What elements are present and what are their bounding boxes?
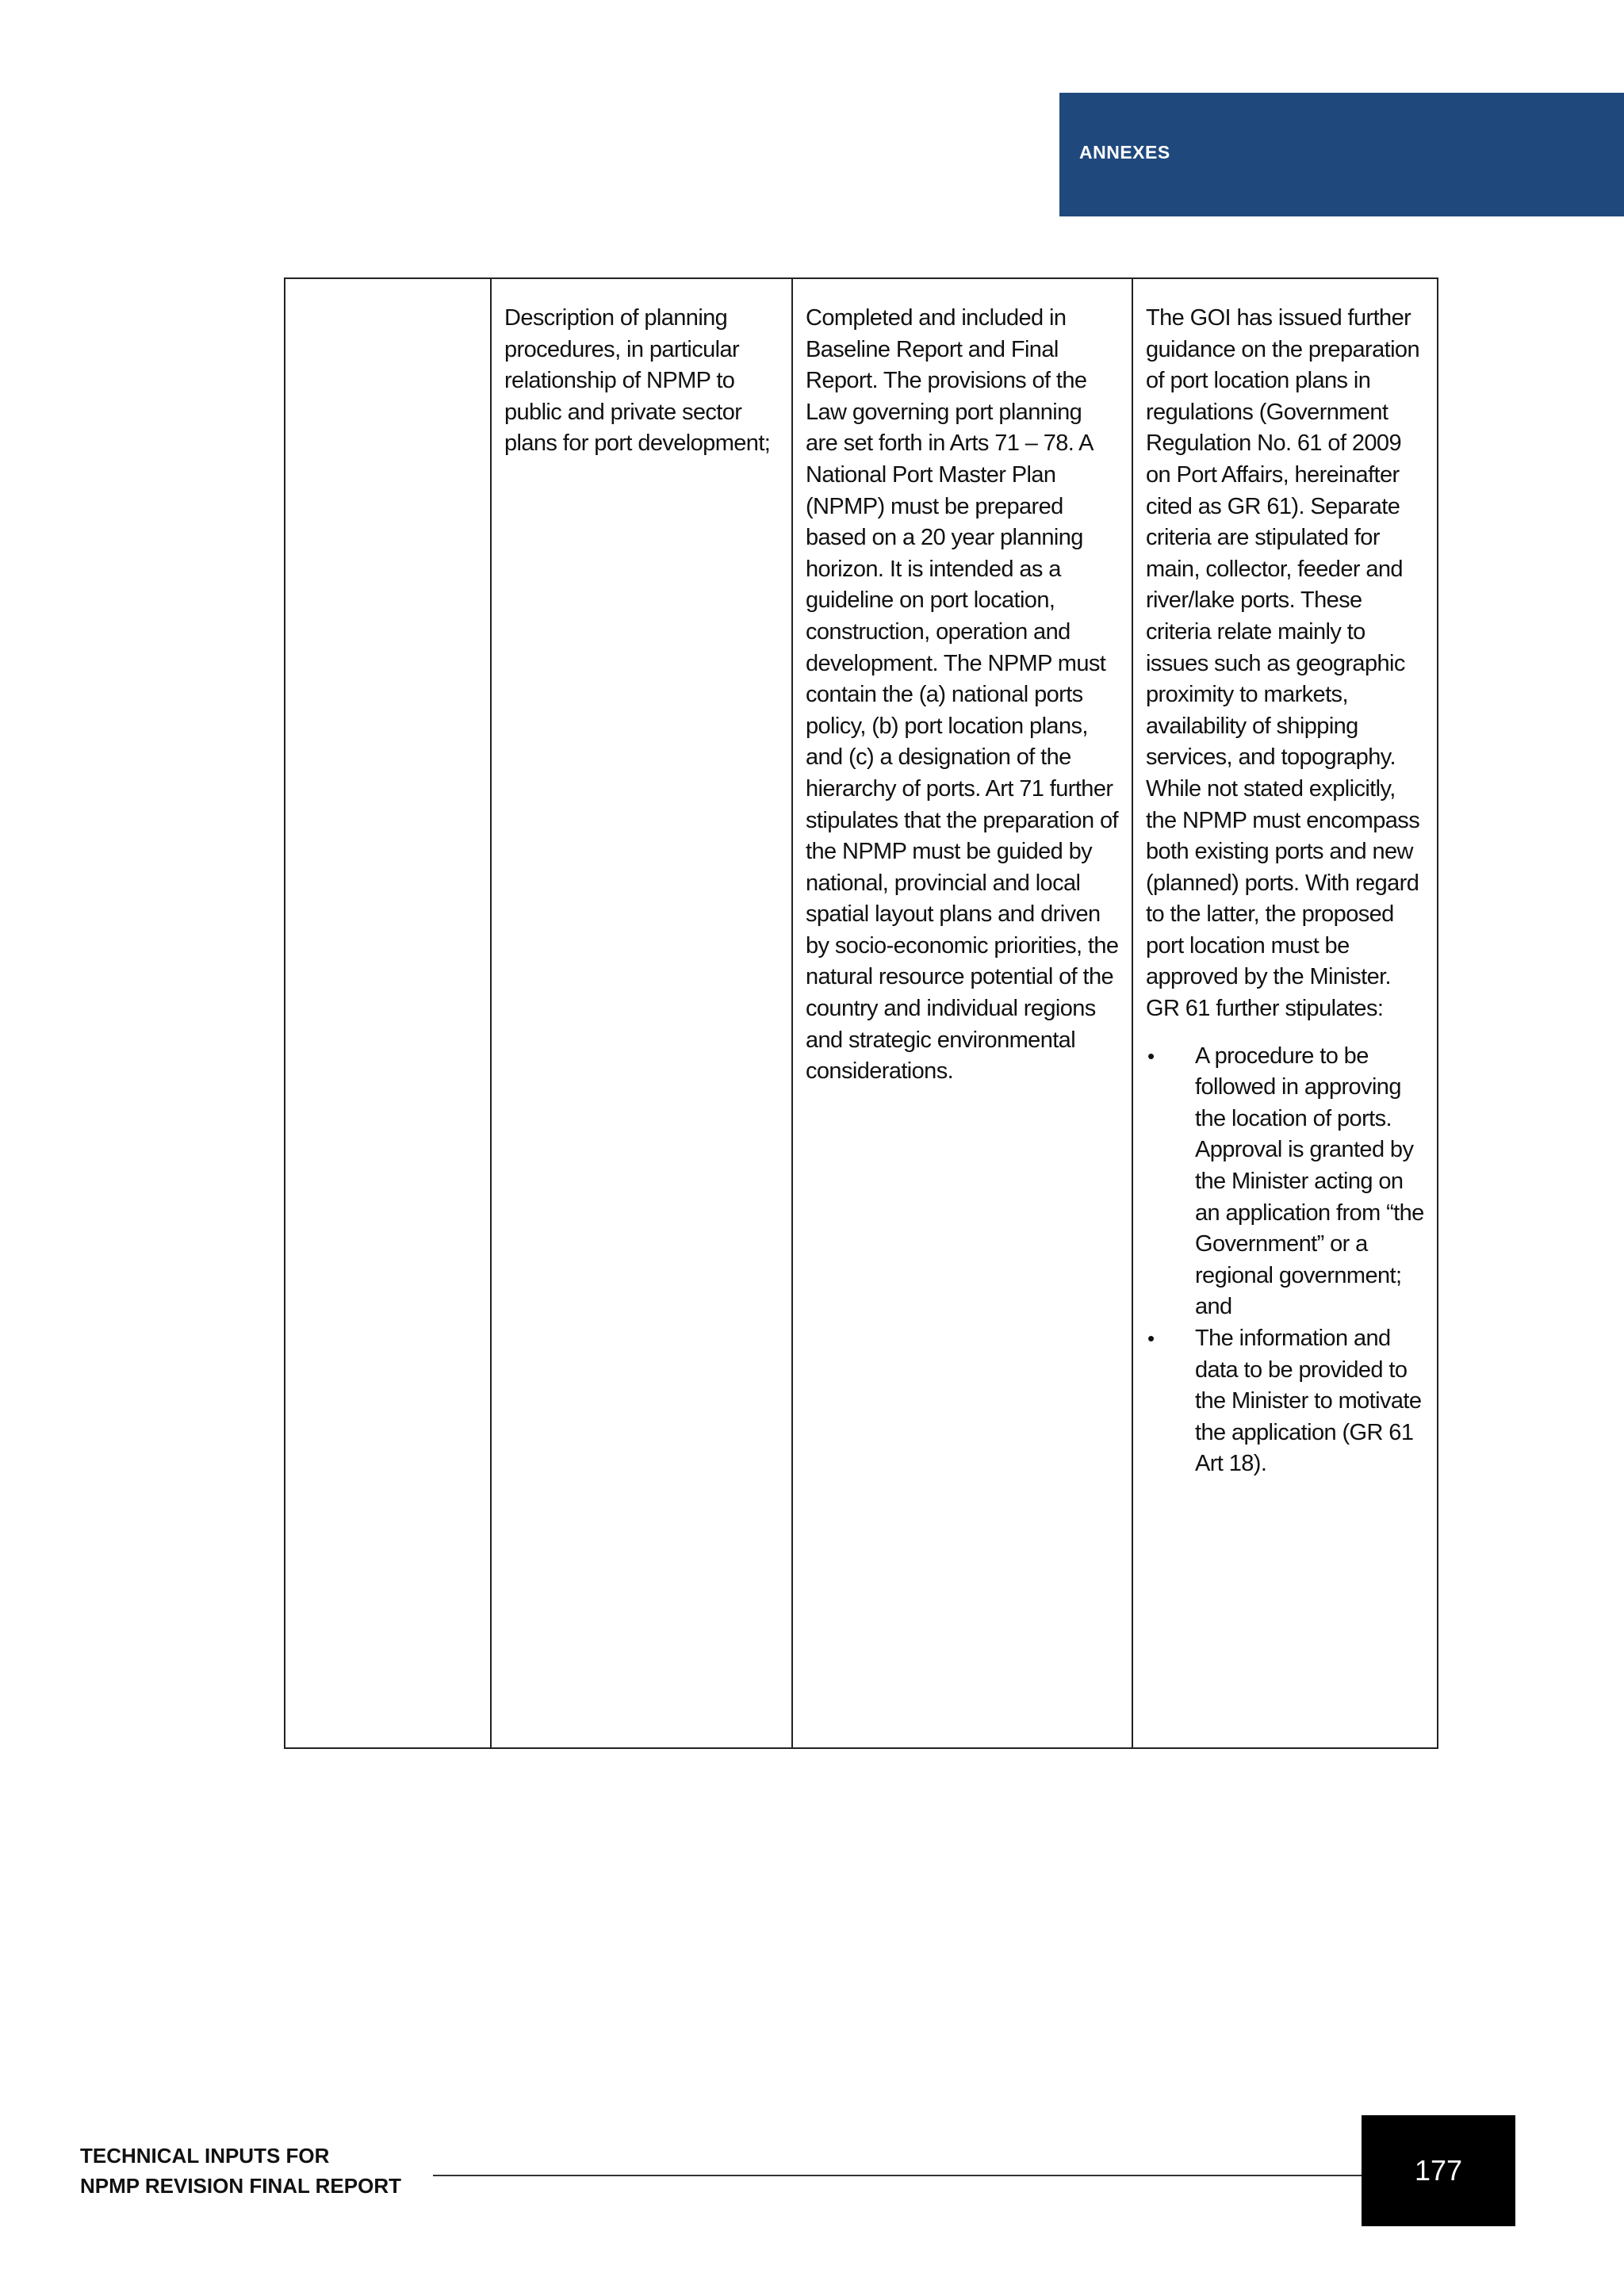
- section-label: ANNEXES: [1079, 142, 1170, 163]
- list-item: [1146, 1323, 1424, 1480]
- footer-title: [80, 2141, 401, 2201]
- footer-divider: [433, 2175, 1362, 2176]
- bullet-text: The information and data to be provided to the Minister to motivate the application (GR 61 Art 18).: [1195, 1326, 1422, 1477]
- footer-line-1: TECHNICAL INPUTS FOR: [80, 2144, 330, 2168]
- status-text: Completed and included in Baseline Report and Final Report. The provisions of the Law governing port planning are set forth in Arts 71 – 78. A National Port Master Plan (NPMP) must be prepared based on a 20 year planning horizon. It is intended as a guideline on port location, construction, operation and development. The NPMP must contain the (a) national ports policy, (b) port location plans, and (c) a designation of the hierarchy of ports. Art 71 further stipulates that the preparation of the NPMP must be guided by national, provincial and local spatial layout plans and driven by socio-economic priorities, the natural resource potential of the country and individual regions and strategic environmental considerations.: [806, 305, 1119, 1085]
- table-cell-comment: [1132, 278, 1438, 1748]
- comment-bullet-list: [1146, 1041, 1424, 1480]
- footer-line-2: NPMP REVISION FINAL REPORT: [80, 2174, 401, 2198]
- table-cell-description: [491, 278, 792, 1748]
- page-number: 177: [1414, 2154, 1463, 2187]
- bullet-icon: •: [1147, 1326, 1155, 1350]
- annex-table: [284, 277, 1438, 1749]
- bullet-text: A procedure to be followed in approving the location of ports. Approval is granted by the Minister acting on an application from “the Government” or a regional government; and: [1195, 1043, 1424, 1320]
- list-item: [1146, 1041, 1424, 1323]
- table-cell-empty: [285, 278, 491, 1748]
- header-band: [1059, 93, 1624, 216]
- table-row: [285, 278, 1438, 1748]
- description-text: Description of planning procedures, in particular relationship of NPMP to public and private sector plans for port development;: [504, 305, 771, 457]
- comment-text: The GOI has issued further guidance on the preparation of port location plans in regulations (Government Regulation No. 61 of 2009 on Port Affairs, hereinafter cited as GR 61). Separate criteria are stipulated for main, collector, feeder and river/lake ports. These criteria relate mainly to issues such as geographic proximity to markets, availability of shipping services, and topography. While not stated explicitly, the NPMP must encompass both existing ports and new (planned) ports. With regard to the latter, the proposed port location must be approved by the Minister. GR 61 further stipulates:: [1146, 305, 1420, 1022]
- table-cell-status: [792, 278, 1132, 1748]
- bullet-icon: •: [1147, 1043, 1155, 1068]
- page-number-box: [1362, 2115, 1515, 2226]
